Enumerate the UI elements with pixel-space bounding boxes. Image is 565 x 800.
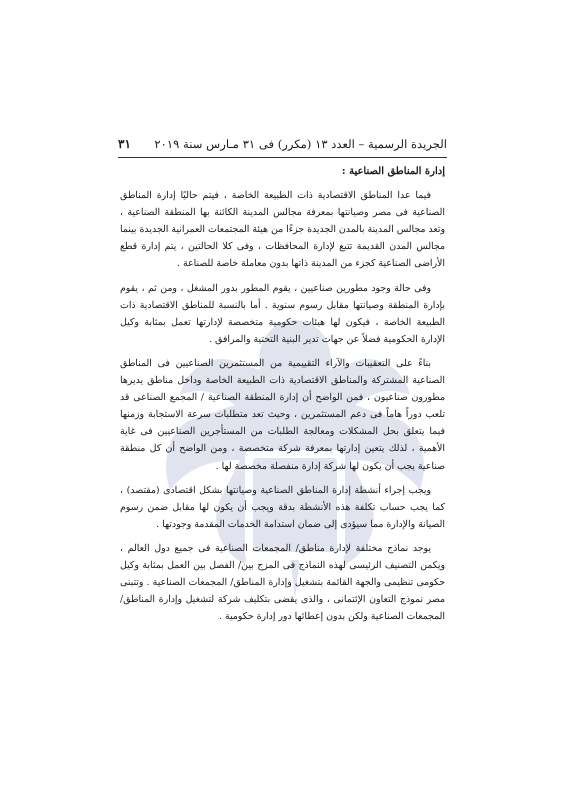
- paragraph: بناءً على التعقيبات والآراء التقييمية من المستثمرين الصناعيين فى المناطق الصناعية المشتركة والمناطق الاقتصادية ذات الطبيعة الخاصة وداخل مناطق يديرها مطورون صناعيون ، فمن الواضح أن إدارة المنطقة الصناعية / المجمع الصناعى قد تلعب دوراً هاماً فى دعم المستثمرين ، وحيث تعد متطلبات سرعة الاستجابة وزمنها فيما يتعلق بحل المشكلات ومعالجة الطلبات من المستأجرين الصناعيين فى غاية الأهمية ، لذلك يتعين إدارتها بمعرفة شركة متخصصة ، ومن الواضح أن كل منطقة صناعية يجب أن يكون لها شركة إدارة منفصلة مخصصة لها .: [120, 357, 445, 472]
- paragraph: فيما عدا المناطق الاقتصادية ذات الطبيعة الخاصة ، فيتم حاليًا إدارة المناطق الصناعية فى مصر وصيانتها بمعرفة مجالس المدينة الكائنة بها المنطقة الصناعية ، وتعد مجالس المدينة بالمدن الجديدة جزءًا من هيئة المجتمعات العمرانية الجديدة بينما مجالس المدن القديمة تتبع لإدارة المحافظات ، وفى كلا الحالتين ، يتم إدارة قطع الأراضى الصناعية كجزء من المدينة ذاتها بدون معاملة خاصة للصناعة .: [119, 190, 445, 270]
- body-content: [120, 163, 445, 632]
- page-header: [118, 134, 447, 154]
- paragraph: يوجد نماذج مختلفة لإدارة مناطق/ المجمعات الصناعية فى جميع دول العالم ، ويكمن التصنيف الرئيسى لهذه النماذج فى المزج بين/ الفصل بين العمل بمثابة وكيل حكومى تنظيمى والجهة القائمة بتشغيل وإدارة المناطق/ المجمعات الصناعية . وتتبنى مصر نموذج التعاون الإئتمانى ، والذى يقضى بتكليف شركة لتشغيل وإدارة المناطق/ المجمعات الصناعية ولكن بدون إعطائها دور إدارة حكومية .: [120, 542, 445, 623]
- paragraph: وفى حالة وجود مطورين صناعيين ، يقوم المطور بدور المشغل ، ومن ثم ، يقوم بإدارة المنطقة وصيانتها مقابل رسوم سنوية . أما بالنسبة للمناطق الاقتصادية ذات الطبيعة الخاصة ، فيكون لها هيئات حكومية متخصصة لإدارتها تعمل بمثابة وكيل الإدارة الحكومية فضلاً عن جهات تدير البنية التحتية والمرافق .: [120, 282, 445, 345]
- header-rule: [118, 157, 447, 158]
- page-number: ٣١: [118, 137, 131, 151]
- header-title: الجريدة الرسمية – العدد ١٣ (مكرر) فى ٣١ مـارس سنة ٢٠١٩: [154, 137, 447, 151]
- paragraph: ويجب إجراء أنشطة إدارة المناطق الصناعية وصيانتها بشكل اقتصادى (مقتصد) ، كما يجب حساب تكلفة هذه الأنشطة بدقة ويجب أن يكون لها مقابل ضمن رسوم الصيانة والإدارة مما سيؤدى إلى ضمان استدامة الخدمات المقدمة وجودتها .: [120, 484, 445, 530]
- section-heading: إدارة المناطق الصناعية :: [341, 166, 445, 177]
